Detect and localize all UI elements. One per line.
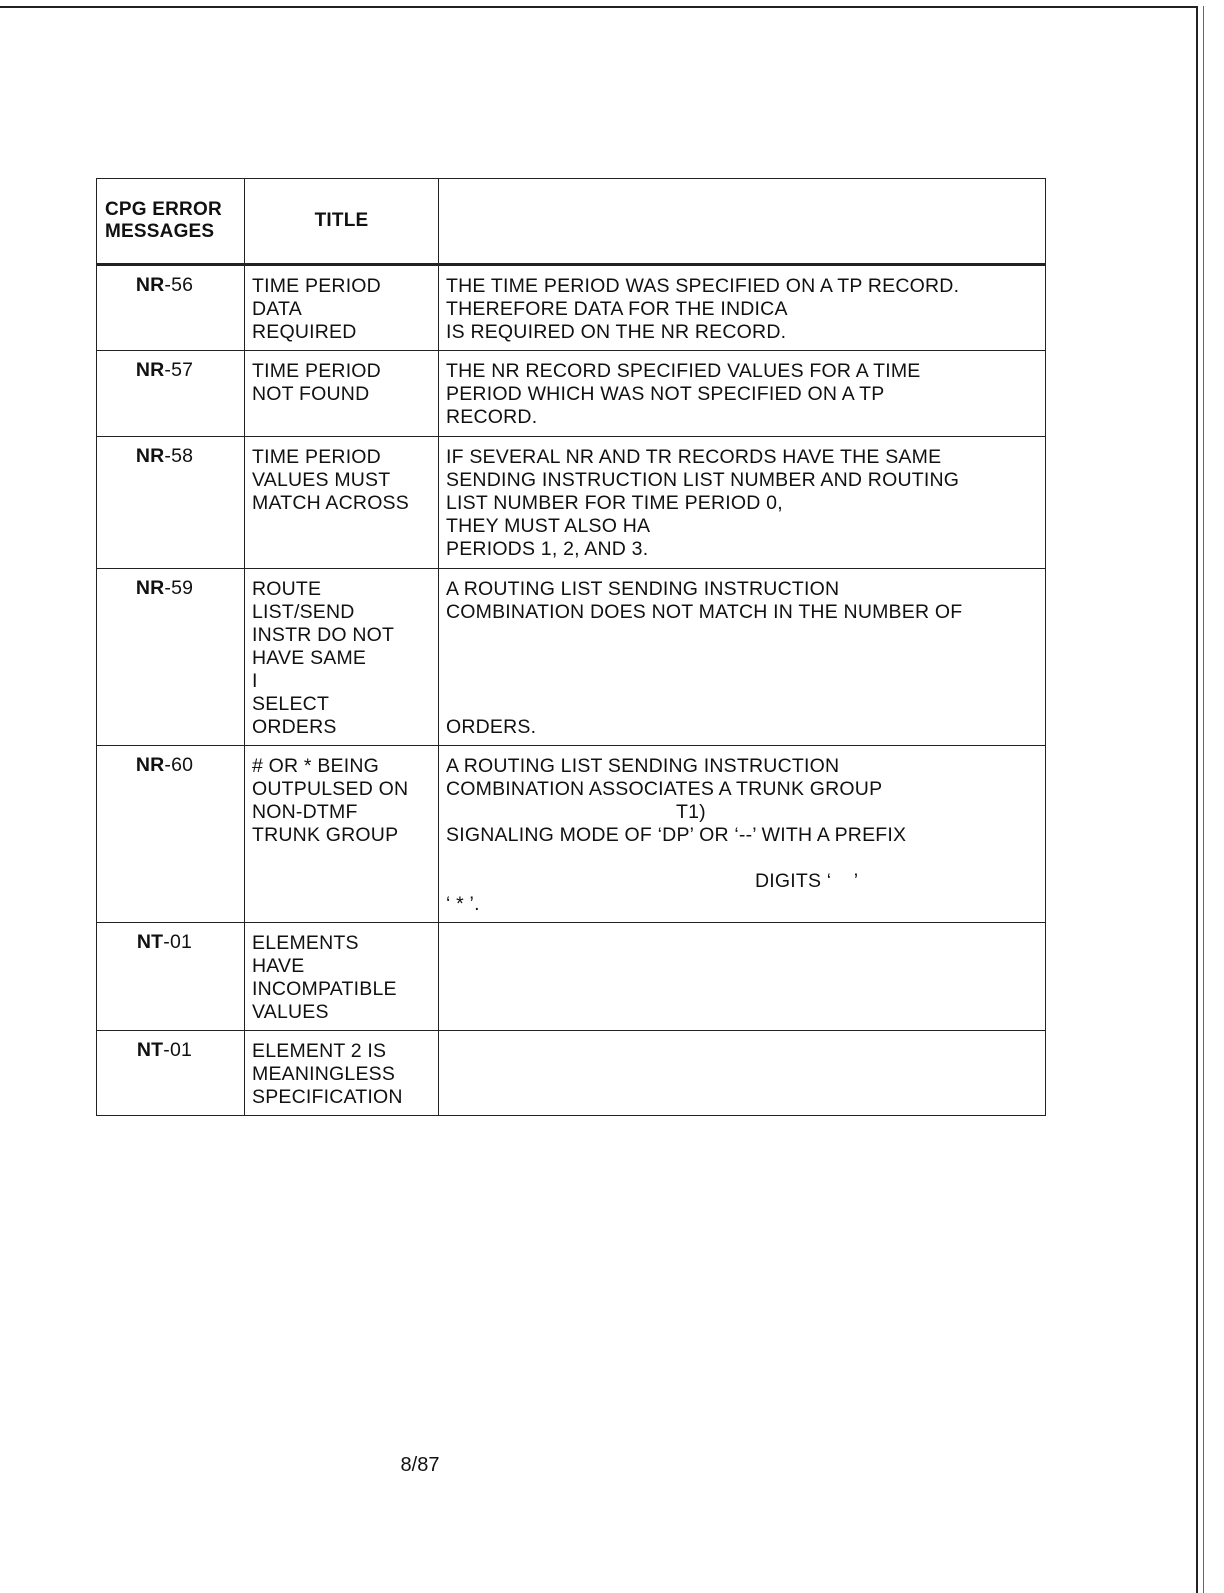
error-title-cell bbox=[245, 746, 439, 923]
error-description-line: SENDING INSTRUCTION LIST NUMBER AND ROUTING bbox=[446, 469, 960, 491]
error-title-line: SPECIFICATION bbox=[252, 1086, 403, 1108]
error-title-cell bbox=[245, 1031, 439, 1116]
error-description-cell bbox=[439, 351, 1046, 437]
error-description-line: THEY MUST ALSO HA bbox=[446, 515, 651, 537]
error-description-line: THE TIME PERIOD WAS SPECIFIED ON A TP RECORD. bbox=[446, 275, 960, 297]
error-title-line: I bbox=[252, 670, 258, 692]
error-title-line: NON-DTMF bbox=[252, 801, 358, 823]
error-description-cell bbox=[439, 746, 1046, 923]
error-description-cell bbox=[439, 923, 1046, 1031]
error-title-line: TRUNK GROUP bbox=[252, 824, 399, 846]
error-description-line bbox=[446, 670, 1045, 693]
error-title-cell bbox=[245, 265, 439, 351]
error-code-prefix: NR bbox=[135, 359, 165, 381]
error-code-number: -57 bbox=[164, 359, 194, 381]
error-title-line: TIME PERIOD bbox=[252, 360, 381, 382]
error-description-line: COMBINATION ASSOCIATES A TRUNK GROUP bbox=[446, 778, 883, 800]
error-code-number: -59 bbox=[164, 577, 194, 599]
page-number: 8/87 bbox=[400, 1454, 440, 1476]
error-code-prefix: NR bbox=[135, 754, 165, 776]
error-code-cell bbox=[97, 1031, 245, 1116]
error-description-line bbox=[446, 624, 1045, 647]
error-title-line: TIME PERIOD bbox=[252, 446, 381, 468]
table-row bbox=[97, 351, 1046, 437]
error-code-cell bbox=[97, 746, 245, 923]
error-code-number: -60 bbox=[164, 754, 194, 776]
table-header-row bbox=[97, 179, 1046, 265]
error-title-cell bbox=[245, 437, 439, 569]
error-title-cell bbox=[245, 351, 439, 437]
error-title-line: REQUIRED bbox=[252, 321, 357, 343]
error-description-line: PERIODS 1, 2, AND 3. bbox=[446, 538, 649, 560]
error-code-number: -56 bbox=[164, 274, 194, 296]
error-title-line: DATA bbox=[252, 298, 302, 320]
error-title-line: HAVE SAME bbox=[252, 647, 367, 669]
error-title-line: SELECT bbox=[252, 693, 330, 715]
table-row bbox=[97, 265, 1046, 351]
error-code-cell bbox=[97, 265, 245, 351]
error-code-prefix: NT bbox=[136, 931, 164, 953]
error-code-number: -01 bbox=[163, 931, 193, 953]
error-code-number: -01 bbox=[163, 1039, 193, 1061]
error-title-line: MATCH ACROSS bbox=[252, 492, 409, 514]
page-border-right-inner bbox=[1203, 6, 1204, 1593]
column-header-codes: CPG ERROR MESSAGES bbox=[97, 179, 245, 265]
error-description-cell bbox=[439, 437, 1046, 569]
error-code-cell bbox=[97, 923, 245, 1031]
column-header-title: TITLE bbox=[245, 179, 439, 265]
error-description-cell bbox=[439, 1031, 1046, 1116]
error-messages-table bbox=[96, 178, 1046, 1116]
error-code-prefix: NR bbox=[135, 445, 165, 467]
column-header-description bbox=[439, 179, 1046, 265]
error-description-line bbox=[446, 693, 1045, 716]
error-description-line: RECORD. bbox=[446, 406, 538, 428]
error-code-number: -58 bbox=[164, 445, 194, 467]
error-description-line: A ROUTING LIST SENDING INSTRUCTION bbox=[446, 755, 840, 777]
table-row bbox=[97, 1031, 1046, 1116]
error-title-line: LIST/SEND bbox=[252, 601, 355, 623]
table-row bbox=[97, 746, 1046, 923]
error-description-line: DIGITS ‘ ’ bbox=[446, 870, 859, 892]
error-description-line: COMBINATION DOES NOT MATCH IN THE NUMBER OF bbox=[446, 601, 963, 623]
error-title-line: ELEMENT 2 IS bbox=[252, 1040, 387, 1062]
error-description-line bbox=[446, 647, 1045, 670]
error-description-line: PERIOD WHICH WAS NOT SPECIFIED ON A TP bbox=[446, 383, 885, 405]
error-title-line: ORDERS bbox=[252, 716, 337, 738]
error-title-line: # OR * BEING bbox=[252, 755, 380, 777]
error-description-cell bbox=[439, 569, 1046, 746]
error-code-prefix: NT bbox=[136, 1039, 164, 1061]
error-code-prefix: NR bbox=[135, 274, 165, 296]
error-title-line: NOT FOUND bbox=[252, 383, 370, 405]
error-title-cell bbox=[245, 923, 439, 1031]
error-description-line: THE NR RECORD SPECIFIED VALUES FOR A TIME bbox=[446, 360, 921, 382]
error-title-line: VALUES bbox=[252, 1001, 329, 1023]
error-title-line: OUTPULSED ON bbox=[252, 778, 409, 800]
error-description-cell bbox=[439, 265, 1046, 351]
error-code-cell bbox=[97, 437, 245, 569]
error-title-line: TIME PERIOD bbox=[252, 275, 381, 297]
error-title-line: INSTR DO NOT bbox=[252, 624, 395, 646]
error-description-line: LIST NUMBER FOR TIME PERIOD 0, bbox=[446, 492, 783, 514]
error-title-line: VALUES MUST bbox=[252, 469, 391, 491]
error-code-cell bbox=[97, 569, 245, 746]
error-title-line: INCOMPATIBLE bbox=[252, 978, 397, 1000]
error-description-line: IS REQUIRED ON THE NR RECORD. bbox=[446, 321, 787, 343]
table-row bbox=[97, 437, 1046, 569]
error-description-line: ORDERS. bbox=[446, 716, 537, 738]
error-title-cell bbox=[245, 569, 439, 746]
page-border-right bbox=[1196, 6, 1198, 1593]
error-description-line bbox=[446, 847, 1045, 870]
table-row bbox=[97, 923, 1046, 1031]
error-title-line: ROUTE bbox=[252, 578, 322, 600]
page-border-top bbox=[0, 6, 1196, 8]
error-description-line: ‘ * ’. bbox=[446, 893, 480, 915]
table-row bbox=[97, 569, 1046, 746]
error-description-line: THEREFORE DATA FOR THE INDICA bbox=[446, 298, 788, 320]
error-code-prefix: NR bbox=[135, 577, 165, 599]
error-description-line: T1) bbox=[446, 801, 706, 823]
error-description-line: SIGNALING MODE OF ‘DP’ OR ‘--’ WITH A PREFIX bbox=[446, 824, 907, 846]
error-title-line: MEANINGLESS bbox=[252, 1063, 396, 1085]
error-description-line: IF SEVERAL NR AND TR RECORDS HAVE THE SAME bbox=[446, 446, 942, 468]
error-title-line: ELEMENTS bbox=[252, 932, 359, 954]
error-description-line: A ROUTING LIST SENDING INSTRUCTION bbox=[446, 578, 840, 600]
error-title-line: HAVE bbox=[252, 955, 305, 977]
error-code-cell bbox=[97, 351, 245, 437]
